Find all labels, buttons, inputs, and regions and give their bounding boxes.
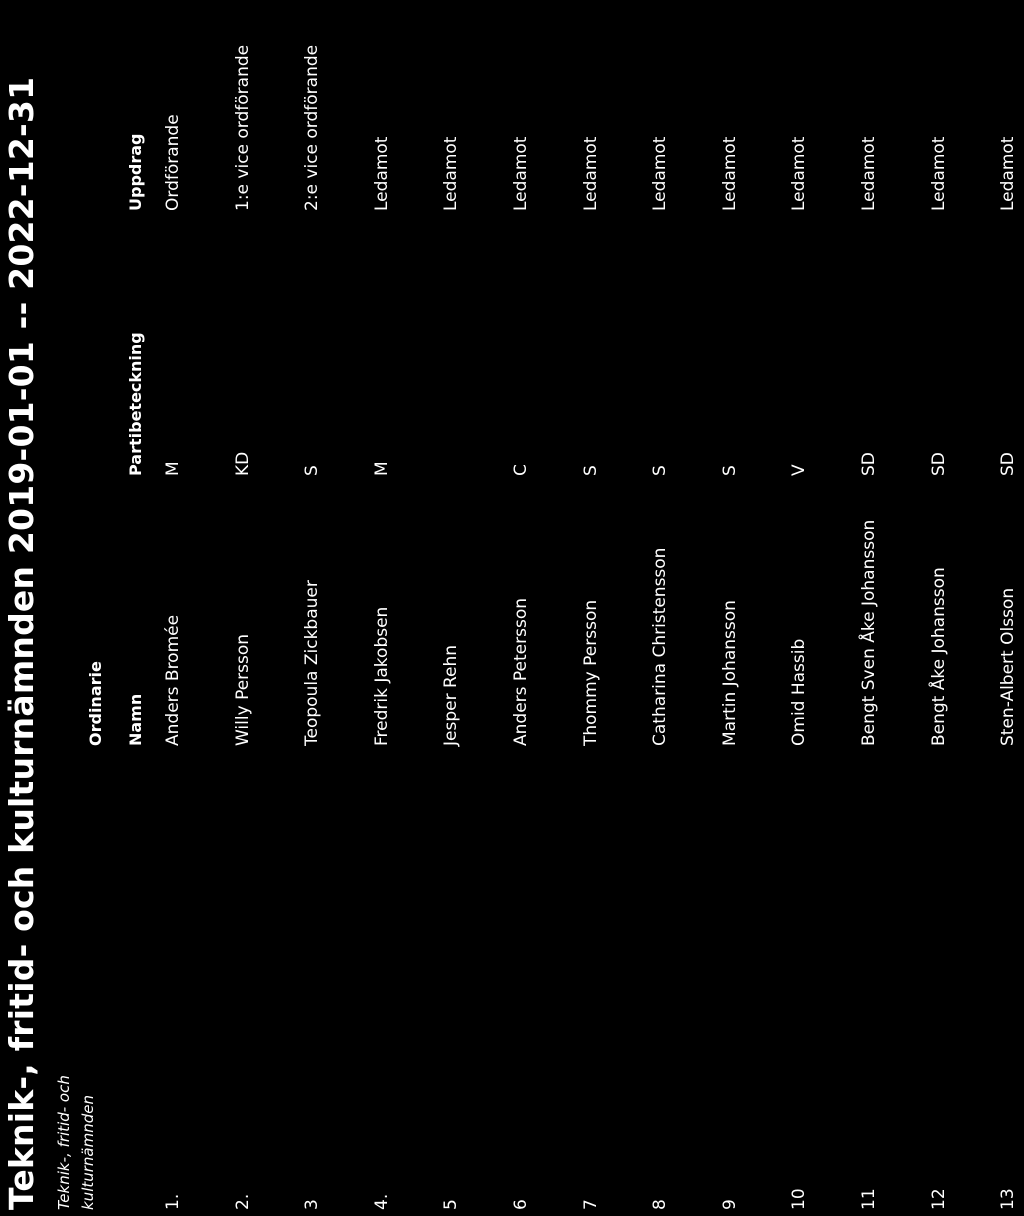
column-header-party: Partibeteckning bbox=[126, 332, 145, 476]
member-role: Ledamot bbox=[859, 136, 879, 211]
section-heading: Ordinarie bbox=[86, 661, 105, 746]
row-number: 6 bbox=[511, 1199, 531, 1210]
member-role: Ordförande bbox=[163, 114, 183, 211]
table-row bbox=[789, 0, 813, 1216]
column-header-role: Uppdrag bbox=[126, 133, 145, 211]
member-party: M bbox=[372, 461, 392, 476]
member-role: Ledamot bbox=[650, 136, 670, 211]
member-name: Anders Petersson bbox=[511, 597, 531, 746]
row-number: 11 bbox=[859, 1188, 879, 1210]
table-row bbox=[859, 0, 883, 1216]
member-name: Anders Bromée bbox=[163, 614, 183, 746]
column-header-name: Namn bbox=[126, 693, 145, 746]
document-title: Teknik-, fritid- och kulturnämnden 2019-01-01 -- 2022-12-31 bbox=[2, 76, 41, 1210]
member-party: S bbox=[581, 465, 601, 476]
table-row bbox=[650, 0, 674, 1216]
row-number: 8 bbox=[650, 1199, 670, 1210]
table-row bbox=[302, 0, 326, 1216]
member-role: Ledamot bbox=[511, 136, 531, 211]
member-role: Ledamot bbox=[929, 136, 949, 211]
member-name: Willy Persson bbox=[233, 633, 253, 746]
organization-label: Teknik-, fritid- och kulturnämnden bbox=[55, 1075, 97, 1210]
member-role: Ledamot bbox=[441, 136, 461, 211]
table-row bbox=[720, 0, 744, 1216]
member-party: S bbox=[720, 465, 740, 476]
table-row bbox=[163, 0, 187, 1216]
member-name: Sten-Albert Olsson bbox=[998, 587, 1018, 746]
member-party: SD bbox=[998, 452, 1018, 476]
row-number: 2. bbox=[233, 1193, 253, 1210]
member-role: Ledamot bbox=[789, 136, 809, 211]
row-number: 13 bbox=[998, 1188, 1018, 1210]
table-row bbox=[929, 0, 953, 1216]
member-role: 2:e vice ordförande bbox=[302, 44, 322, 211]
member-party: SD bbox=[929, 452, 949, 476]
table-row bbox=[233, 0, 257, 1216]
member-name: Teopoula Zickbauer bbox=[302, 580, 322, 746]
member-name: Fredrik Jakobsen bbox=[372, 606, 392, 746]
table-row bbox=[441, 0, 465, 1216]
member-role: Ledamot bbox=[581, 136, 601, 211]
row-number: 3 bbox=[302, 1199, 322, 1210]
member-role: Ledamot bbox=[372, 136, 392, 211]
member-role: Ledamot bbox=[998, 136, 1018, 211]
row-number: 1. bbox=[163, 1193, 183, 1210]
member-party: V bbox=[789, 464, 809, 476]
row-number: 10 bbox=[789, 1188, 809, 1210]
table-row bbox=[511, 0, 535, 1216]
member-party: M bbox=[163, 461, 183, 476]
row-number: 7 bbox=[581, 1199, 601, 1210]
table-row bbox=[998, 0, 1022, 1216]
member-party: S bbox=[650, 465, 670, 476]
member-role: 1:e vice ordförande bbox=[233, 44, 253, 211]
table-row bbox=[581, 0, 605, 1216]
member-name: Martin Johansson bbox=[720, 600, 740, 746]
row-number: 12 bbox=[929, 1188, 949, 1210]
member-party: SD bbox=[859, 452, 879, 476]
row-number: 4. bbox=[372, 1193, 392, 1210]
member-party: C bbox=[511, 464, 531, 476]
table-row bbox=[372, 0, 396, 1216]
row-number: 9 bbox=[720, 1199, 740, 1210]
member-role: Ledamot bbox=[720, 136, 740, 211]
member-name: Bengt Sven Åke Johansson bbox=[859, 519, 879, 746]
member-name: Jesper Rehn bbox=[441, 644, 461, 746]
member-party: S bbox=[302, 465, 322, 476]
member-name: Bengt Åke Johansson bbox=[929, 567, 949, 746]
member-name: Catharina Christensson bbox=[650, 547, 670, 746]
member-name: Thommy Persson bbox=[581, 599, 601, 746]
member-name: Omid Hassib bbox=[789, 638, 809, 746]
row-number: 5 bbox=[441, 1199, 461, 1210]
member-party: KD bbox=[233, 451, 253, 476]
